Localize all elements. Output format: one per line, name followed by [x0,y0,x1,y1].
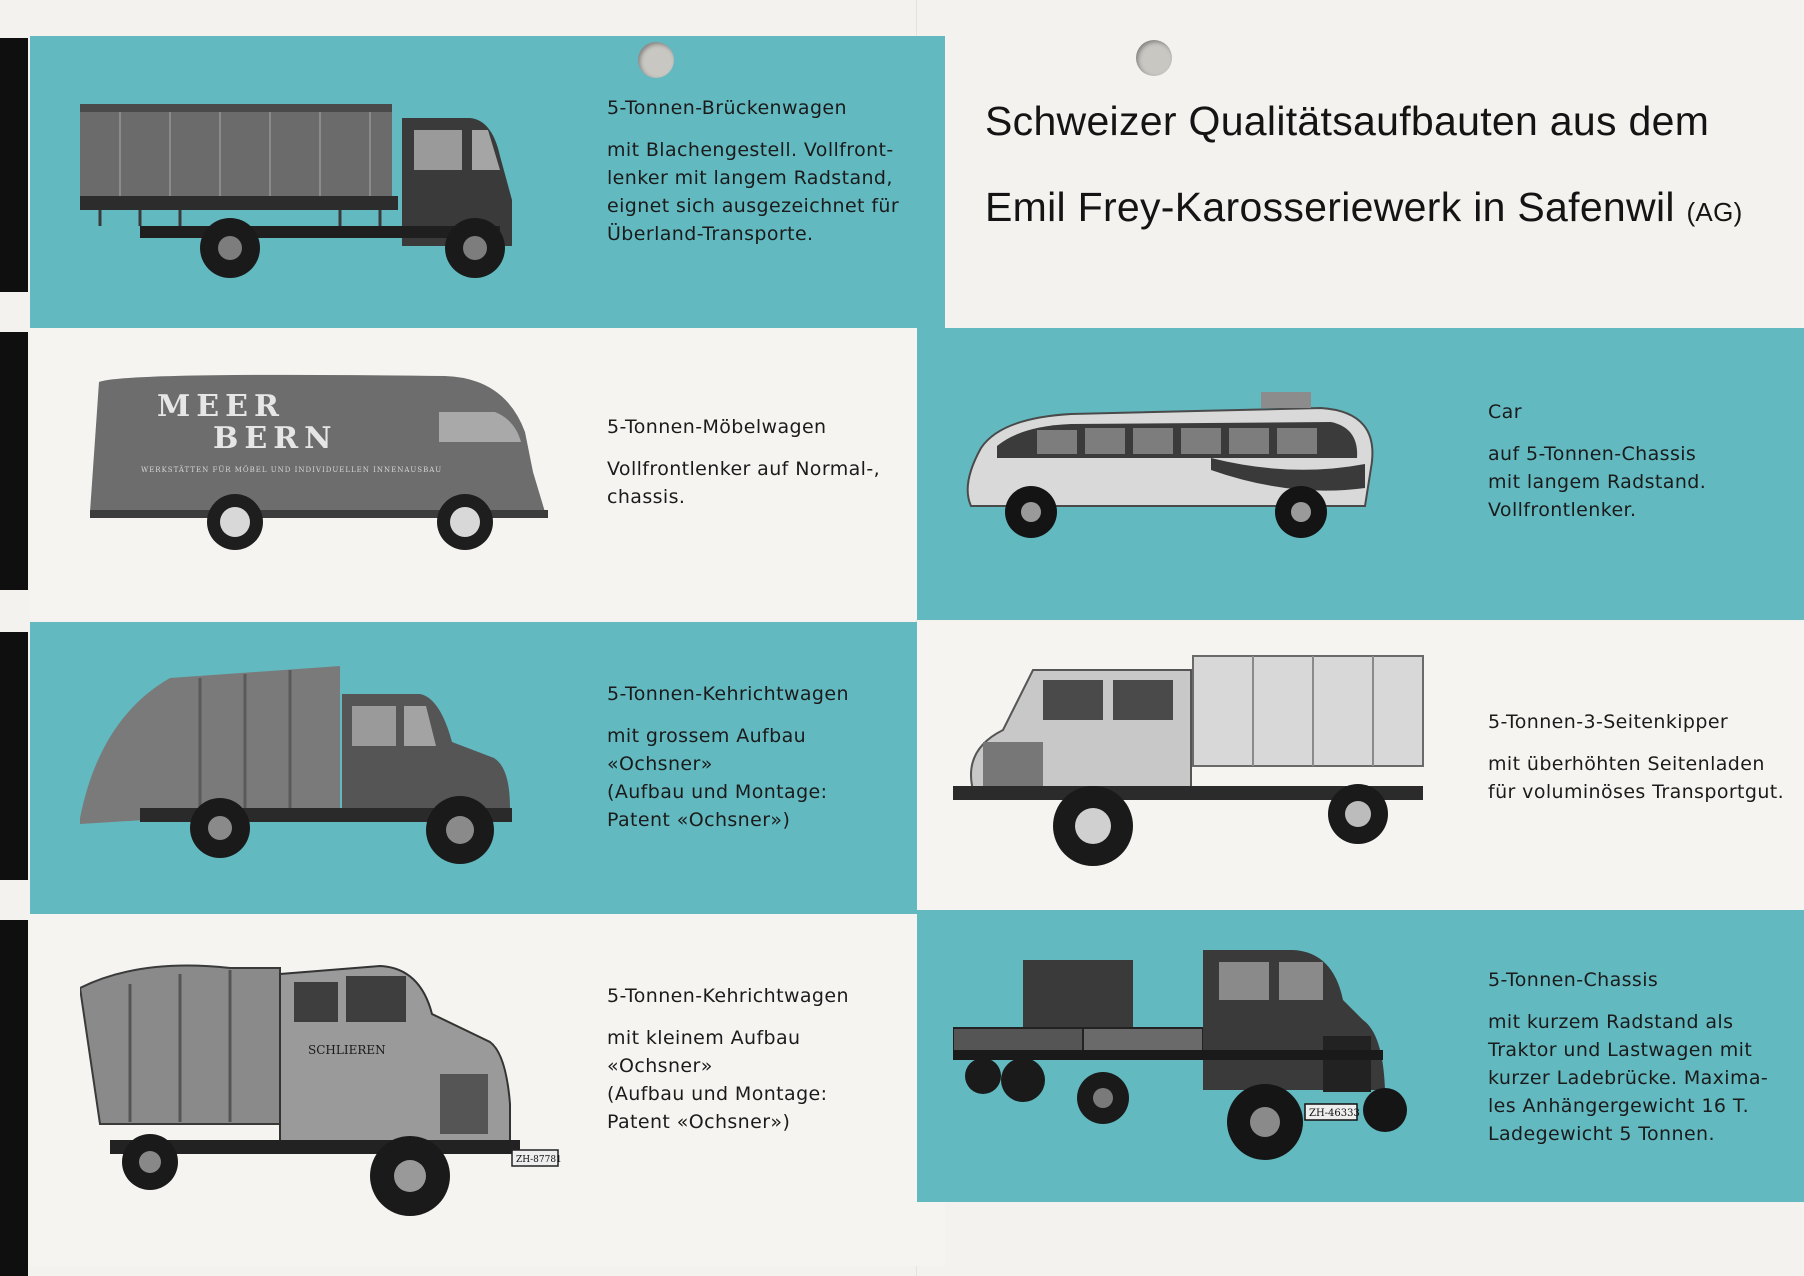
binding-gap [0,292,28,332]
item-title: Car [1488,401,1522,423]
item-line: chassis. [607,486,686,508]
panel-car [917,328,1804,620]
item-line: Vollfrontlenker. [1488,499,1637,521]
door-text: SCHLIEREN [308,1043,386,1057]
punch-hole [1136,40,1172,76]
item-title: 5-Tonnen-Möbelwagen [607,416,827,438]
item-line: mit langem Radstand. [1488,471,1707,493]
moebel-subtext: WERKSTÄTTEN FÜR MÖBEL UND INDIVIDUELLEN INNENAUSBAU [141,466,443,474]
panel-chassis [917,910,1804,1202]
punch-hole [638,42,674,78]
chassis-photo [953,940,1413,1180]
item-line: Überland-Transporte. [607,223,814,245]
item-line: (Aufbau und Montage: [607,781,828,803]
title-suffix: (AG) [1686,197,1743,227]
item-line: mit Blachengestell. Vollfront- [607,139,894,161]
item-line: «Ochsner» [607,753,713,775]
item-line: mit kleinem Aufbau [607,1027,801,1049]
caption-car [1488,398,1788,524]
item-line: lenker mit langem Radstand, [607,167,893,189]
plate-text: ZH-46333 [1309,1108,1360,1119]
item-line: «Ochsner» [607,1055,713,1077]
item-title: 5-Tonnen-Kehrichtwagen [607,985,849,1007]
item-title: 5-Tonnen-Kehrichtwagen [607,683,849,705]
item-line: Ladegewicht 5 Tonnen. [1488,1123,1715,1145]
brueckenwagen-photo [80,96,600,286]
item-line: Traktor und Lastwagen mit [1488,1039,1753,1061]
caption-brueckenwagen [607,94,927,248]
kehrichtwagen-gross-photo [80,658,600,878]
item-line: (Aufbau und Montage: [607,1083,828,1105]
panel-seitenkipper [917,622,1804,914]
plate-text: ZH-87781 [516,1155,562,1165]
item-line: mit kurzem Radstand als [1488,1011,1734,1033]
item-title: 5-Tonnen-Chassis [1488,969,1659,991]
panel-kehrichtwagen-gross [30,622,945,914]
item-line: Patent «Ochsner») [607,1111,791,1133]
item-line: mit grossem Aufbau [607,725,807,747]
item-line: kurzer Ladebrücke. Maxima- [1488,1067,1769,1089]
caption-kehrichtwagen-klein [607,982,927,1136]
binding-strip [0,0,28,1276]
caption-moebelwagen [607,413,927,511]
title-line-2 [985,164,1785,255]
seitenkipper-photo [953,650,1433,890]
item-line: auf 5-Tonnen-Chassis [1488,443,1697,465]
item-line: mit überhöhten Seitenladen [1488,753,1765,775]
item-line: für voluminöses Transportgut. [1488,781,1785,803]
panel-moebelwagen [30,328,945,620]
caption-seitenkipper [1488,708,1798,806]
title-line-1: Schweizer Qualitätsaufbauten aus dem [985,98,1710,144]
title-line-2-text: Emil Frey-Karosseriewerk in Safenwil [985,184,1675,230]
item-line: les Anhängergewicht 16 T. [1488,1095,1750,1117]
moebel-text-bern: BERN [213,421,338,456]
caption-kehrichtwagen-gross [607,680,927,834]
moebelwagen-photo [85,372,605,562]
moebel-text-meer: MEER [157,389,285,424]
item-line: Vollfrontlenker auf Normal-, [607,458,881,480]
binding-gap [0,0,28,38]
brochure-title [985,78,1785,255]
kehrichtwagen-klein-photo [80,954,600,1244]
panel-kehrichtwagen-klein [30,914,945,1266]
item-line: Patent «Ochsner») [607,809,791,831]
caption-chassis [1488,966,1798,1148]
binding-gap [0,590,28,632]
item-line: eignet sich ausgezeichnet für [607,195,900,217]
binding-gap [0,880,28,920]
item-title: 5-Tonnen-Brückenwagen [607,97,847,119]
car-photo [961,388,1381,558]
item-title: 5-Tonnen-3-Seitenkipper [1488,711,1729,733]
panel-brueckenwagen [30,36,945,328]
